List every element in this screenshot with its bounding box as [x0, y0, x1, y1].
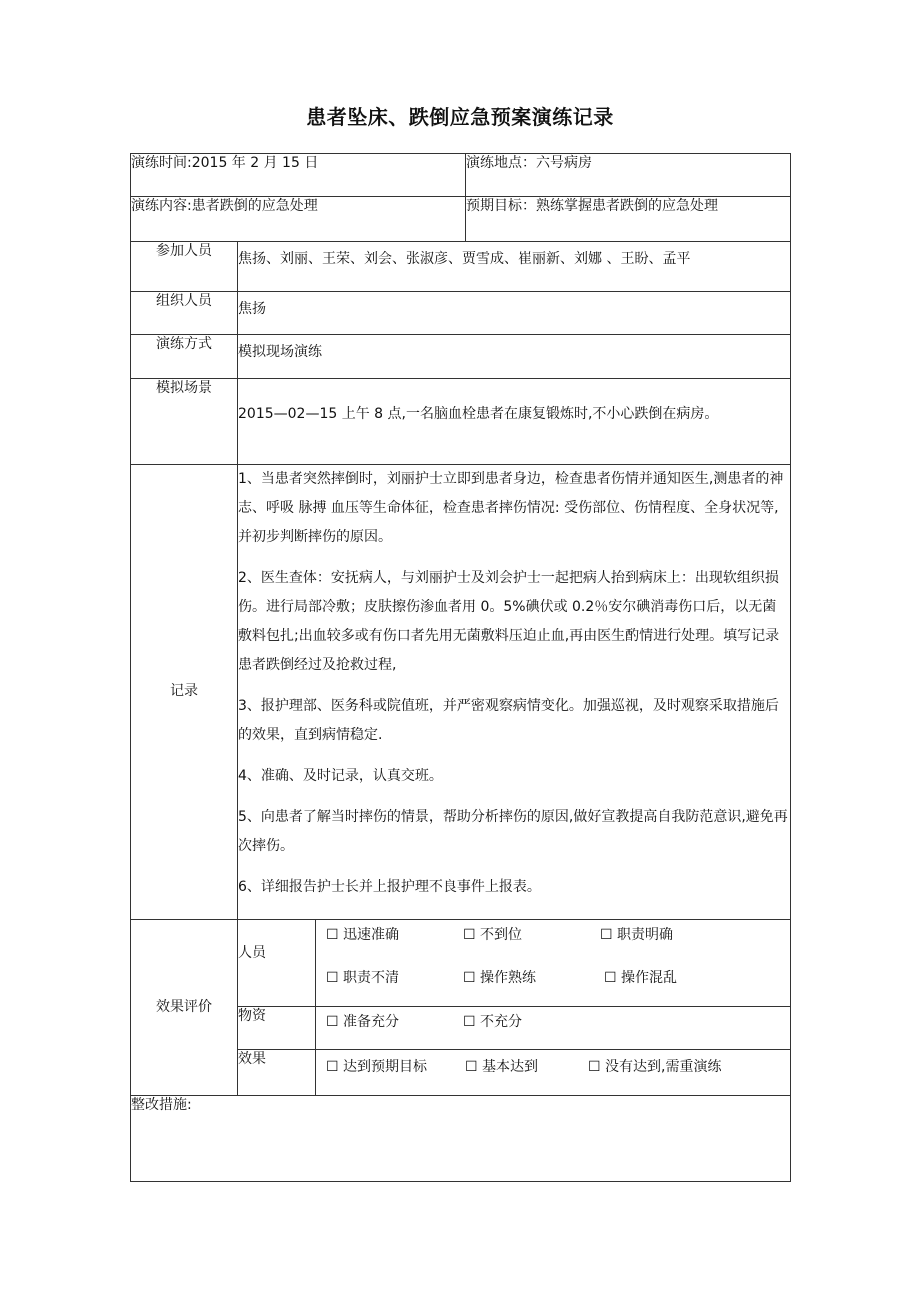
row-organizer — [131, 292, 791, 335]
checkbox-option[interactable]: ☐ 不充分 — [463, 1014, 523, 1030]
record-item: 3、报护理部、医务科或院值班，并严密观察病情变化。加强巡视，及时观察采取措施后的效果，直到病情稳定. — [238, 698, 779, 743]
drill-place: 演练地点：六号病房 — [466, 154, 791, 197]
record-item: 5、向患者了解当时摔伤的情景，帮助分析摔伤的原因,做好宣教提高自我防范意识,避免再次摔伤。 — [238, 809, 788, 854]
row-participants — [131, 242, 791, 292]
checkbox-option[interactable]: ☐ 不到位 — [463, 927, 523, 943]
personnel-label: 人员 — [238, 920, 316, 1007]
checkbox-option[interactable]: ☐ 准备充分 — [326, 1014, 400, 1030]
record-content — [238, 465, 791, 920]
checkbox-option[interactable]: ☐ 职责明确 — [600, 927, 674, 943]
participants-label: 参加人员 — [131, 242, 238, 292]
checkbox-option[interactable]: ☐ 达到预期目标 — [326, 1059, 428, 1075]
personnel-options — [316, 920, 791, 1007]
drill-time: 演练时间:2015 年 2 月 15 日 — [131, 154, 466, 197]
checkbox-option[interactable]: ☐ 迅速准确 — [326, 927, 400, 943]
row-method — [131, 335, 791, 379]
effect-label: 效果 — [238, 1050, 316, 1096]
record-item: 4、准确、及时记录，认真交班。 — [238, 768, 443, 784]
row-content-goal — [131, 197, 791, 242]
method-label: 演练方式 — [131, 335, 238, 379]
record-item: 2、医生查体：安抚病人，与刘丽护士及刘会护士一起把病人抬到病床上：出现软组织损伤。进行局部冷敷；皮肤擦伤渗血者用 0。5%碘伏或 0.2％安尔碘消毒伤口后，以无菌敷料包扎;出血较多或有伤口者先用无菌敷料压迫止血,再由医生酌情进行处理。填写记录患者跌倒经过及抢救过程, — [238, 570, 780, 673]
scenario-value: 2015—02—15 上午 8 点,一名脑血栓患者在康复锻炼时,不小心跌倒在病房。 — [238, 379, 791, 465]
drill-goal: 预期目标：熟练掌握患者跌倒的应急处理 — [466, 197, 791, 242]
row-time-place — [131, 154, 791, 197]
record-item: 1、当患者突然摔倒时，刘丽护士立即到患者身边，检查患者伤情并通知医生,测患者的神志、呼吸 脉搏 血压等生命体征，检查患者摔伤情况: 受伤部位、伤情程度、全身状况等,并初步判断摔伤的原因。 — [238, 471, 784, 545]
effect-options — [316, 1050, 791, 1096]
materials-options — [316, 1007, 791, 1050]
checkbox-option[interactable]: ☐ 操作熟练 — [463, 970, 537, 986]
drill-content: 演练内容:患者跌倒的应急处理 — [131, 197, 466, 242]
checkbox-option[interactable]: ☐ 操作混乱 — [604, 970, 678, 986]
rectification-field[interactable]: 整改措施: — [131, 1096, 791, 1182]
materials-label: 物资 — [238, 1007, 316, 1050]
checkbox-option[interactable]: ☐ 职责不清 — [326, 970, 400, 986]
row-record — [131, 465, 791, 920]
checkbox-option[interactable]: ☐ 基本达到 — [465, 1059, 539, 1075]
record-label: 记录 — [131, 465, 238, 920]
row-scenario — [131, 379, 791, 465]
method-value: 模拟现场演练 — [238, 335, 791, 379]
organizer-label: 组织人员 — [131, 292, 238, 335]
drill-record-table — [130, 153, 791, 1182]
organizer-value: 焦扬 — [238, 292, 791, 335]
checkbox-option[interactable]: ☐ 没有达到,需重演练 — [588, 1059, 722, 1075]
participants-value: 焦扬、刘丽、王荣、刘会、张淑彦、贾雪成、崔丽新、刘娜 、王盼、孟平 — [238, 242, 791, 292]
record-item: 6、详细报告护士长并上报护理不良事件上报表。 — [238, 879, 541, 895]
evaluation-label: 效果评价 — [131, 920, 238, 1096]
row-eval-personnel — [131, 920, 791, 1007]
scenario-label: 模拟场景 — [131, 379, 238, 465]
document-title: 患者坠床、跌倒应急预案演练记录 — [306, 105, 614, 129]
row-rectification — [131, 1096, 791, 1182]
